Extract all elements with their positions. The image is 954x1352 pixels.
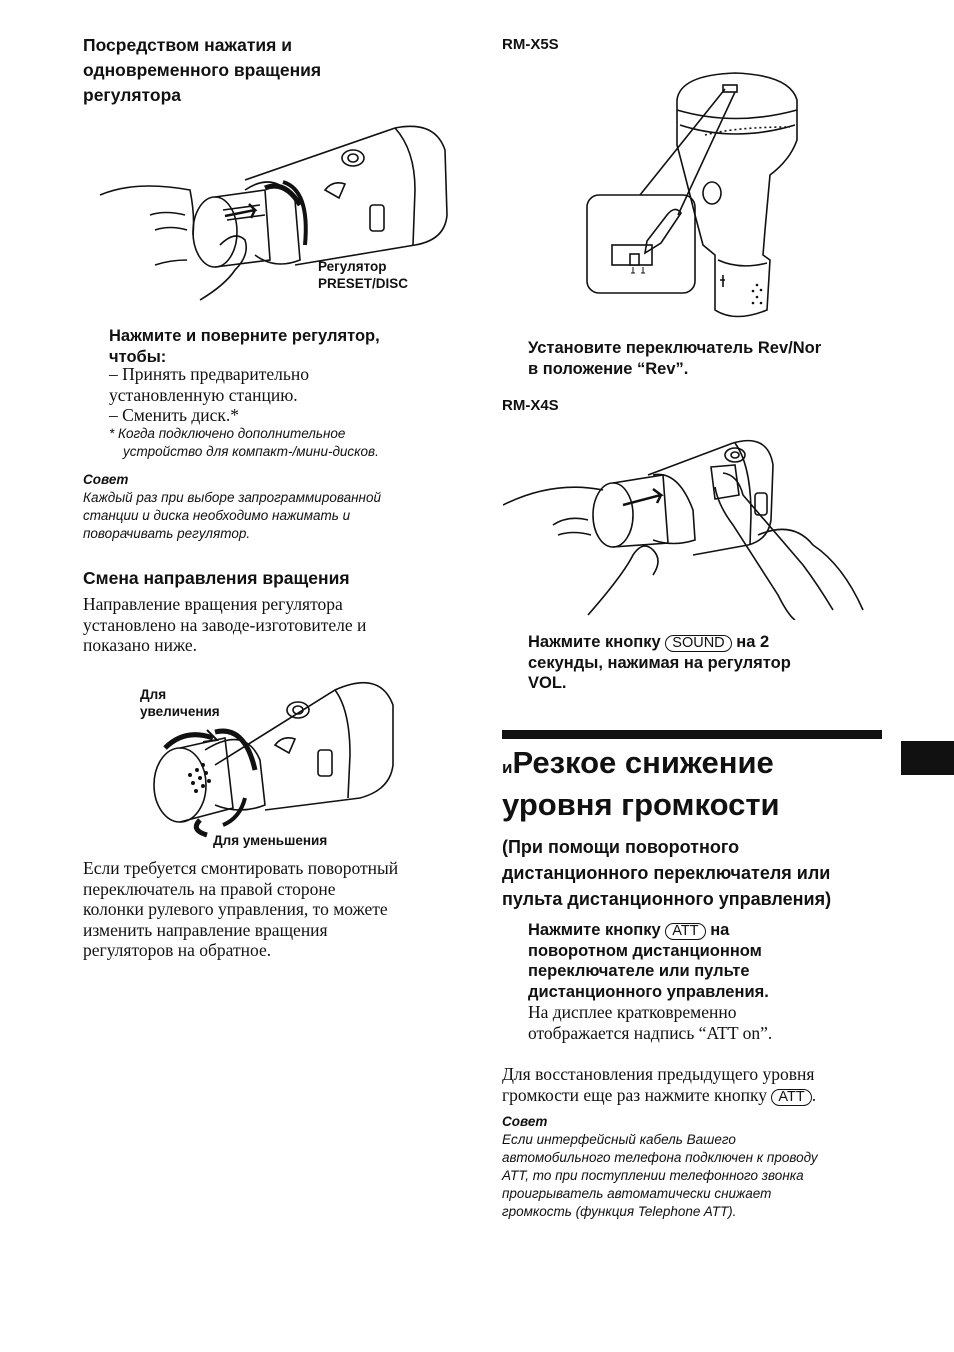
step-set-rev-switch: Установите переключатель Rev/Nor в положение “Rev”. [528, 339, 822, 378]
att-result-text: На дисплее кратковременно отображается надпись “ATT on”. [528, 1002, 773, 1043]
section-heading-direction: Смена направления вращения [83, 568, 350, 588]
illustration-rm-x4s-press-sound [503, 435, 873, 620]
step-press-rotate-title: Нажмите и поверните регулятор, чтобы: [109, 327, 380, 366]
step-press-att: Нажмите кнопку ATT на поворотном дистанционном переключателе или пульте дистанционного управления. [528, 921, 769, 1001]
direction-body: Направление вращения регулятора установлено на заводе-изготовителе и показано ниже. [83, 594, 367, 655]
page-edge-tab [901, 741, 954, 775]
illustration-rotation-direction [145, 670, 400, 840]
tip-label: Совет [83, 472, 129, 487]
illustration-rm-x5s-switch [585, 65, 805, 325]
att-button-symbol: ATT [665, 923, 705, 940]
tip-label-right: Совет [502, 1114, 548, 1129]
tip-text-telephone-att: Если интерфейсный кабель Вашего автомобильного телефона подключен к проводу ATT, то при поступлении телефонного звонка проигрыватель автоматически снижает громкость (функция Telephone ATT). [502, 1132, 818, 1219]
reverse-direction-body: Если требуется смонтировать поворотный переключатель на правой стороне колонки рулевого управления, то можете изменить направление вращения регуляторов на обратное. [83, 858, 399, 960]
section-heading-press-rotate: Посредством нажатия и одновременного вращения регулятора [83, 35, 322, 105]
model-label-rm-x5s: RM-X5S [502, 36, 559, 53]
step-press-sound: Нажмите кнопку SOUND на 2 секунды, нажимая на регулятор VOL. [528, 633, 791, 692]
section-marker-glyph: и [502, 758, 513, 777]
figure-label-decrease: Для уменьшения [213, 833, 328, 848]
section-title-attenuate: иРезкое снижение уровня громкости [502, 745, 780, 822]
model-label-rm-x4s: RM-X4S [502, 397, 559, 414]
footnote-cd-md: * Когда подключено дополнительное устройство для компакт-/мини-дисков. [109, 426, 379, 459]
restore-volume-text: Для восстановления предыдущего уровня громкости еще раз нажмите кнопку ATT . [502, 1064, 817, 1105]
figure-label-increase: Для увеличения [140, 687, 220, 719]
tip-text: Каждый раз при выборе запрограммированной станции и диска необходимо нажимать и поворачивать регулятор. [83, 490, 381, 541]
section-divider-bar [502, 730, 882, 739]
sound-button-symbol: SOUND [665, 635, 731, 652]
att-button-symbol-inline: ATT [771, 1089, 811, 1106]
subsection-heading-remote: (При помощи поворотного дистанционного переключателя или пульта дистанционного управления) [502, 837, 832, 909]
step-press-rotate-body: – Принять предварительно установленную станцию. – Сменить диск.* [109, 364, 310, 425]
figure-label-preset-disc: Регулятор PRESET/DISC [318, 259, 409, 291]
